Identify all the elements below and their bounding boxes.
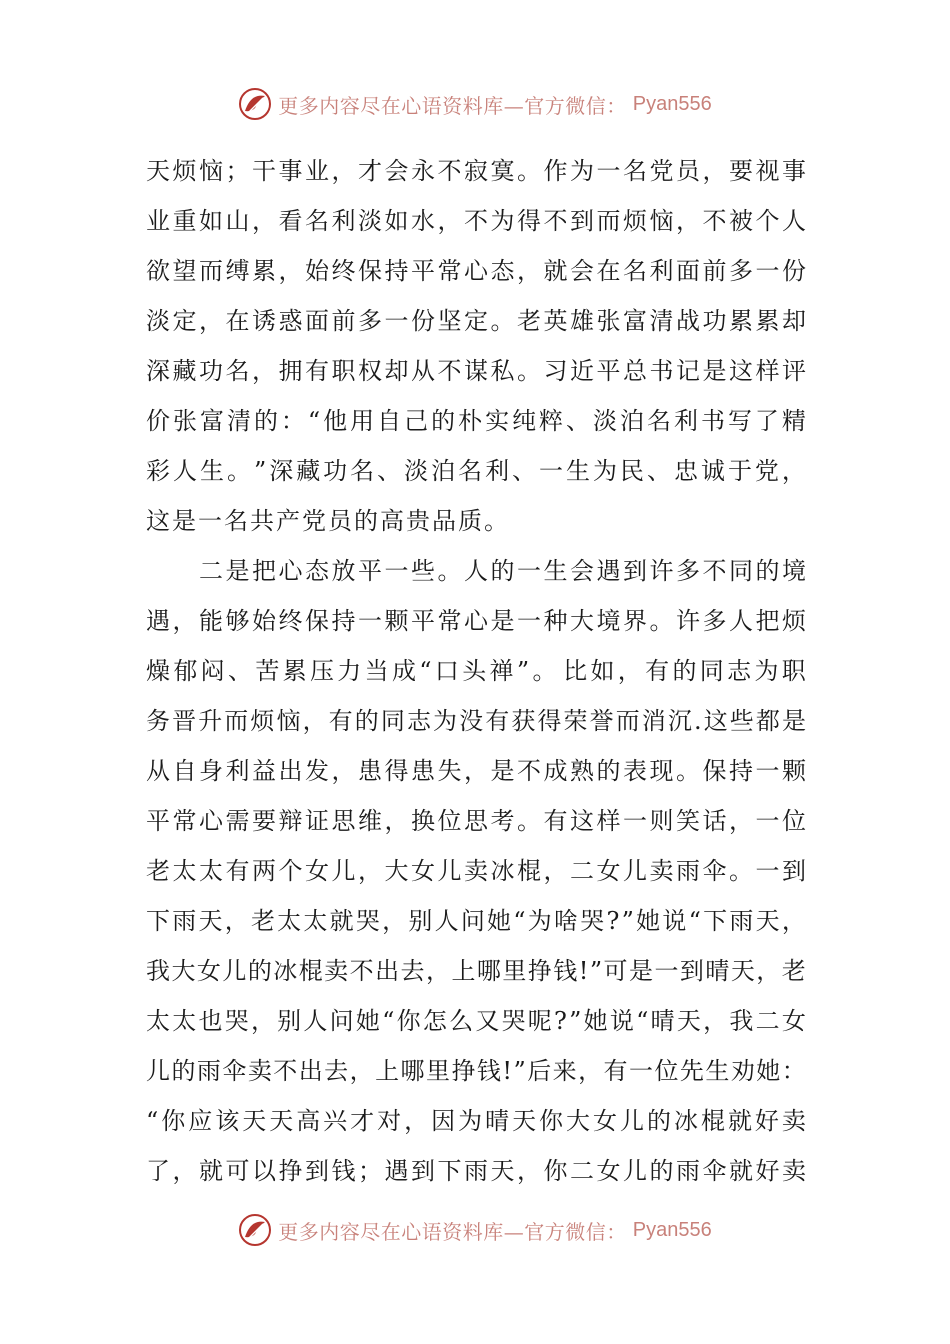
- text-line: 儿 的 雨 伞 卖 不 出 去 ， 上 哪 里 挣 钱 ! ” 后 来 ， 有 一 位 先 生 劝 她 ：: [146, 1057, 806, 1085]
- text-line: 燥 郁 闷 、 苦 累 压 力 当 成 “ 口 头 禅 ” 。 比 如 ， 有 的 同 志 为 职: [146, 657, 806, 685]
- watermark-text: 更多内容尽在心语资料库—官方微信：: [278, 1219, 627, 1244]
- text-line: 这是一名共产党员的高贵品质。: [146, 507, 510, 535]
- text-line: 太 太 也 哭 ， 别 人 问 她 “ 你 怎 么 又 哭 呢 ? ” 她 说 “ 晴 天 ， 我 二 女: [146, 1007, 806, 1035]
- text-line: 遇 ， 能 够 始 终 保 持 一 颗 平 常 心 是 一 种 大 境 界 。 许 多 人 把 烦: [146, 607, 806, 635]
- text-line: “ 你 应 该 天 天 高 兴 才 对 ， 因 为 晴 天 你 大 女 儿 的 冰 棍 就 好 卖: [146, 1107, 806, 1135]
- text-line: 我 大 女 儿 的 冰 棍 卖 不 出 去 ， 上 哪 里 挣 钱 ! ” 可 是 一 到 晴 天 ， 老: [146, 957, 806, 985]
- text-line: 深 藏 功 名 ， 拥 有 职 权 却 从 不 谋 私 。 习 近 平 总 书 记 是 这 样 评: [146, 357, 806, 385]
- header-watermark: [0, 82, 950, 126]
- text-line: 从 自 身 利 益 出 发 ， 患 得 患 失 ， 是 不 成 熟 的 表 现 。 保 持 一 颗: [146, 757, 806, 785]
- text-line: 价 张 富 清 的 ： “ 他 用 自 己 的 朴 实 纯 粹 、 淡 泊 名 利 书 写 了 精: [146, 407, 806, 435]
- text-line: 淡 定 ， 在 诱 惑 面 前 多 一 份 坚 定 。 老 英 雄 张 富 清 战 功 累 累 却: [146, 307, 806, 335]
- text-line: 平 常 心 需 要 辩 证 思 维 ， 换 位 思 考 。 有 这 样 一 则 笑 话 ， 一 位: [146, 807, 806, 835]
- text-line: 老 太 太 有 两 个 女 儿 ， 大 女 儿 卖 冰 棍 ， 二 女 儿 卖 雨 伞 。 一 到: [146, 857, 806, 885]
- text-line: 业 重 如 山 ， 看 名 利 淡 如 水 ， 不 为 得 不 到 而 烦 恼 ， 不 被 个 人: [146, 207, 806, 235]
- text-line: 天 烦 恼 ； 干 事 业 ， 才 会 永 不 寂 寞 。 作 为 一 名 党 员 ， 要 视 事: [146, 157, 806, 185]
- text-line: 务 晋 升 而 烦 恼 ， 有 的 同 志 为 没 有 获 得 荣 誉 而 消 沉 . 这 些 都 是: [146, 707, 806, 735]
- text-line: 下 雨 天 ， 老 太 太 就 哭 ， 别 人 问 她 “ 为 啥 哭 ? ” 她 说 “ 下 雨 天 ，: [146, 907, 806, 935]
- footer-watermark: [0, 1208, 950, 1252]
- text-line: 二 是 把 心 态 放 平 一 些 。 人 的 一 生 会 遇 到 许 多 不 同 的 境: [199, 557, 806, 585]
- watermark-wechat-id: Pyan556: [632, 92, 712, 115]
- text-line: 了 ， 就 可 以 挣 到 钱 ； 遇 到 下 雨 天 ， 你 二 女 儿 的 雨 伞 就 好 卖: [146, 1157, 806, 1185]
- pen-logo-icon: [238, 1213, 272, 1247]
- document-body: [146, 146, 806, 1196]
- pen-logo-icon: [238, 87, 272, 121]
- text-line: 欲 望 而 缚 累 ， 始 终 保 持 平 常 心 态 ， 就 会 在 名 利 面 前 多 一 份: [146, 257, 806, 285]
- watermark-text: 更多内容尽在心语资料库—官方微信：: [278, 93, 627, 118]
- text-line: 彩 人 生 。 ” 深 藏 功 名 、 淡 泊 名 利 、 一 生 为 民 、 忠 诚 于 党 ，: [146, 457, 806, 485]
- watermark-wechat-id: Pyan556: [632, 1218, 712, 1241]
